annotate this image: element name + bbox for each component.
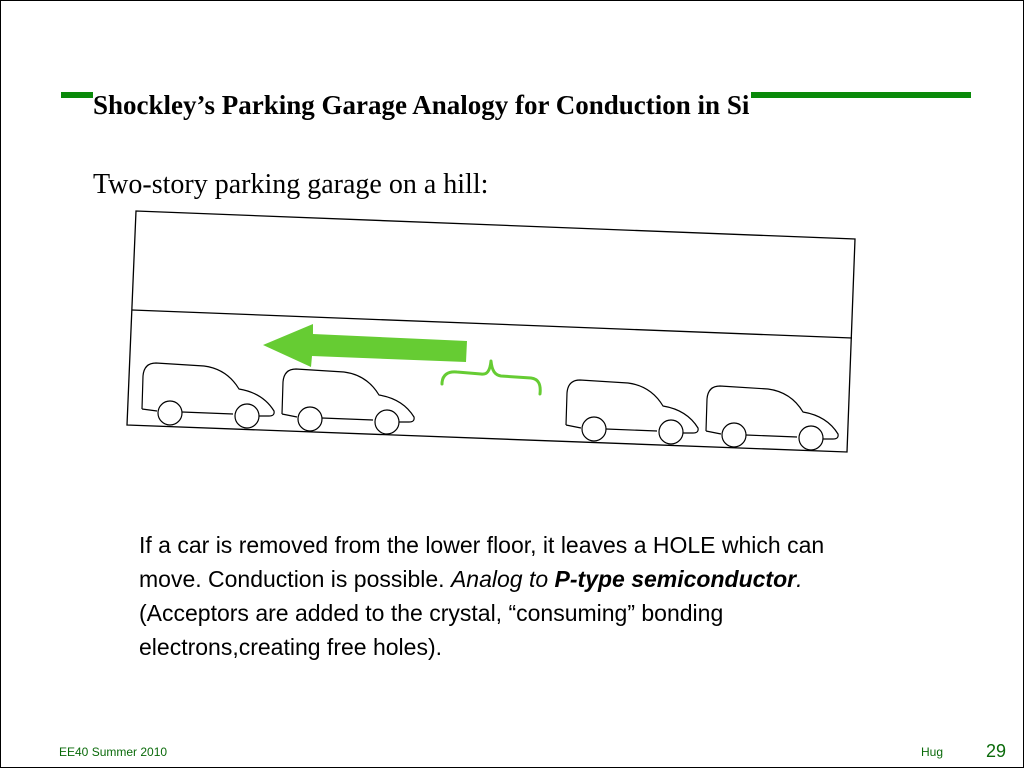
explanation-p-type: P-type semiconductor [554, 566, 797, 592]
explanation-period: . [796, 566, 803, 592]
explanation-text [139, 528, 859, 664]
footer-course: EE40 Summer 2010 [59, 745, 168, 759]
page-number: 29 [986, 741, 1007, 761]
garage-floor-divider [132, 310, 852, 338]
explanation-part-5: (Acceptors are added to the crystal, “consuming” bonding electrons,creating free holes). [139, 600, 724, 660]
car-3 [566, 380, 698, 444]
explanation-part-1: If a car is removed from the lower floor, it leaves a HOLE which can move. Conduction is possible. [139, 532, 825, 592]
slide-subtitle: Two-story parking garage on a hill: [93, 169, 489, 200]
car-4 [706, 386, 838, 450]
hole-motion-arrow [263, 324, 467, 367]
car-1 [142, 363, 274, 428]
car-2 [282, 369, 414, 434]
footer-author: Hug [921, 745, 944, 759]
hole-brace [442, 361, 540, 394]
slide-title: Shockley’s Parking Garage Analogy for Conduction in Si [93, 90, 750, 120]
explanation-analog-label: Analog to [450, 566, 555, 592]
